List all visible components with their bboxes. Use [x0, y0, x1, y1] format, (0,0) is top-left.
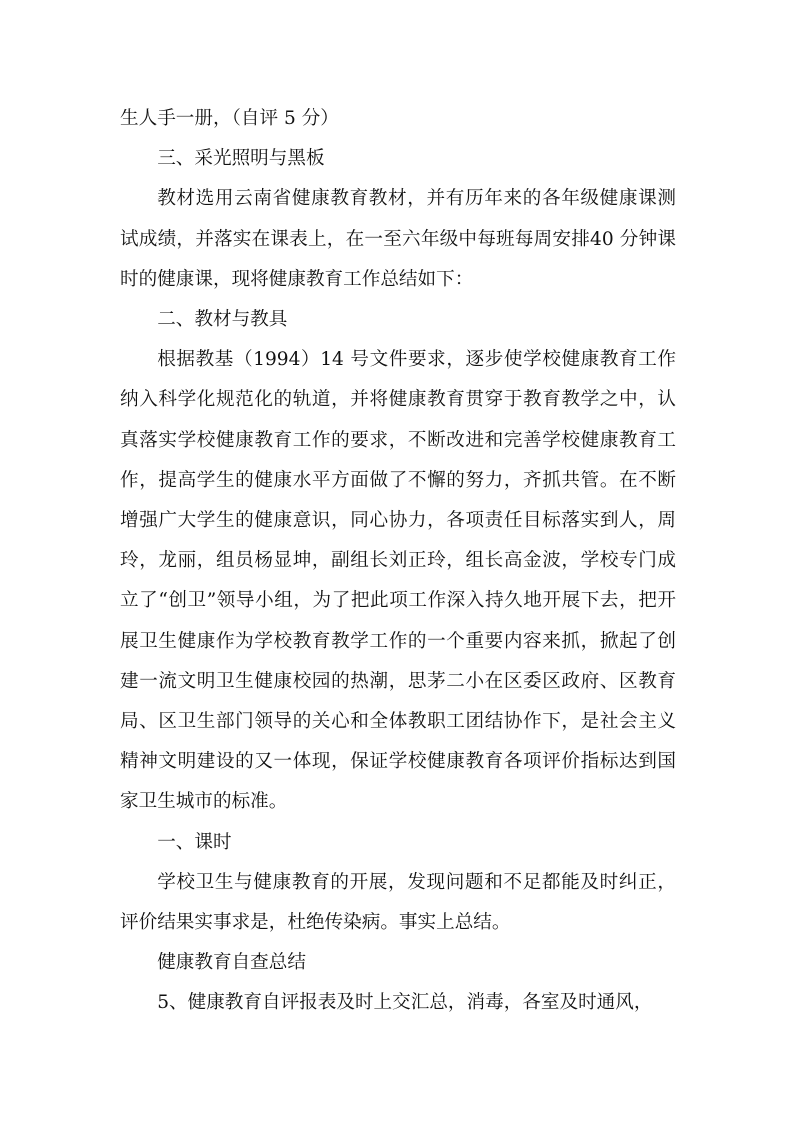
paragraph-9: 5、健康教育自评报表及时上交汇总，消毒，各室及时通风， — [157, 992, 653, 1014]
paragraph-1: 生人手一册，（自评 5 分） — [120, 108, 339, 129]
paragraph-3: 教材选用云南省健康教育教材，并有历年来的各年级健康课测试成绩，并落实在课表上，在一至六年级中每班每周安排40 分钟课时的健康课，现将健康教育工作总结如下： — [120, 188, 676, 290]
section-heading-self-review: 健康教育自查总结 — [157, 952, 306, 974]
section-heading-materials: 二、教材与教具 — [157, 309, 288, 331]
section-heading-lighting: 三、采光照明与黑板 — [157, 148, 325, 170]
paragraph-7: 学校卫生与健康教育的开展，发现问题和不足都能及时纠正，评价结果实事求是，杜绝传染病。事实上总结。 — [120, 871, 676, 934]
paragraph-5: 根据教基（1994）14 号文件要求，逐步使学校健康教育工作纳入科学化规范化的轨道，并将健康教育贯穿于教育教学之中，认真落实学校健康教育工作的要求，不断改进和完善学校健康教育工作，提高学生的健康水平方面做了不懈的努力，齐抓共管。在不断增强广大学生的健康意识，同心协力，各项责任目标落实到人，周玲，龙丽，组员杨显坤，副组长刘正玲，组长高金波，学校专门成立了“创卫”领导小组，为了把此项工作深入持久地开展下去，把开展卫生健康作为学校教育教学工作的一个重要内容来抓，掀起了创建一流文明卫生健康校园的热潮，思茅二小在区委区政府、区教育局、区卫生部门领导的关心和全体教职工团结协作下，是社会主义精神文明建设的又一体现，保证学校健康教育各项评价指标达到国家卫生城市的标准。 — [120, 349, 676, 813]
document-body — [120, 99, 676, 1024]
section-heading-class-hours: 一、课时 — [157, 831, 232, 853]
